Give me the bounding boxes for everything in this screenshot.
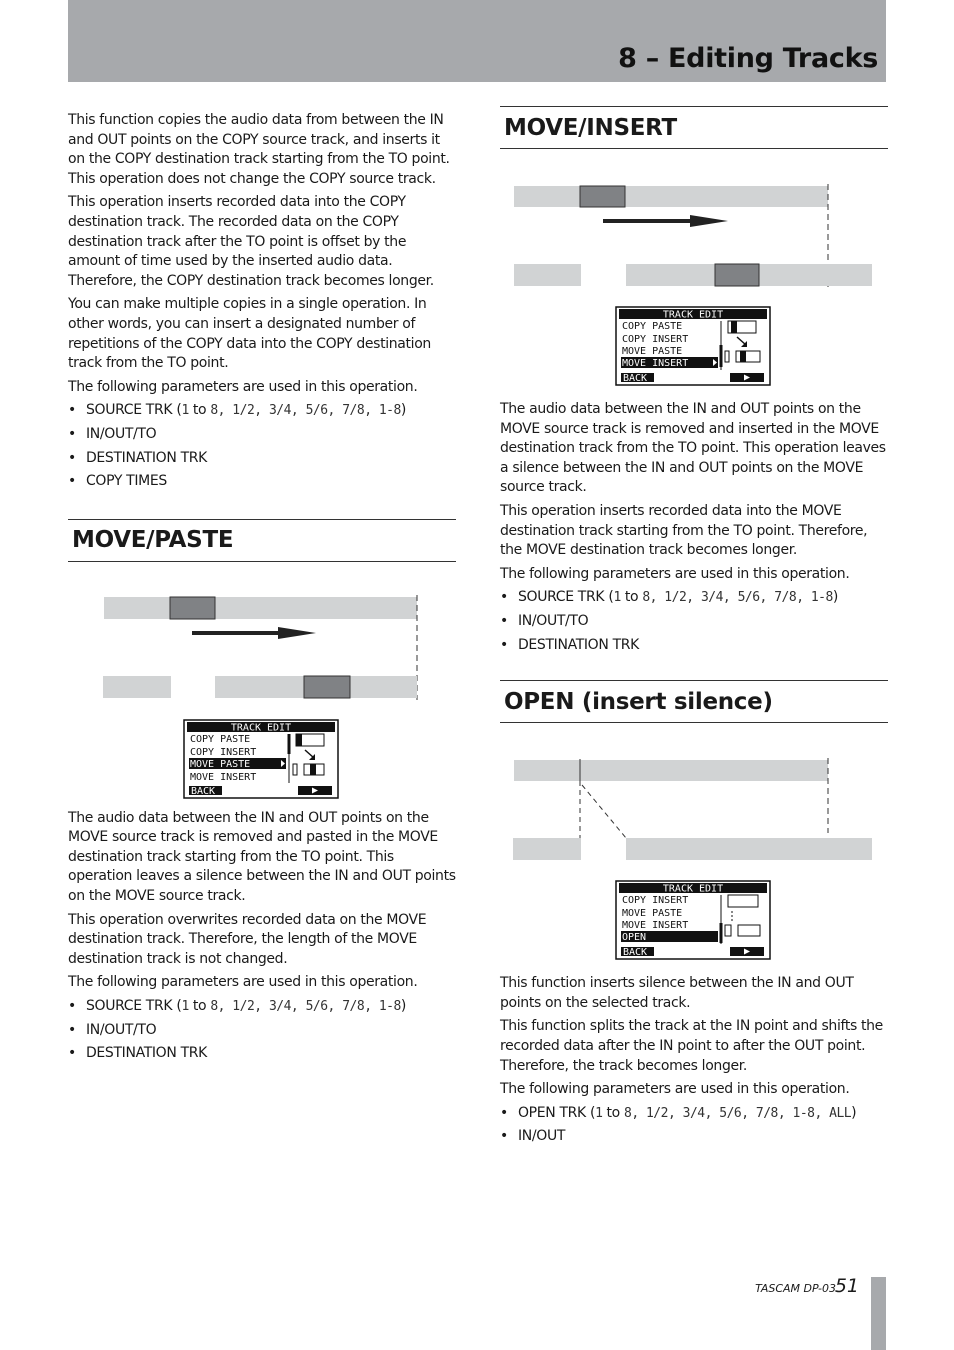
paragraph: This function inserts silence between the IN and OUT points on the selected track. bbox=[500, 975, 854, 1011]
move-insert-section bbox=[500, 106, 888, 655]
lcd-title: TRACK EDIT bbox=[230, 722, 292, 734]
parameter-item: • IN/OUT bbox=[500, 1128, 566, 1145]
parameter-list bbox=[500, 1104, 888, 1147]
lcd-back-button: BACK bbox=[191, 785, 216, 797]
chapter-title: 8 – Editing Tracks bbox=[618, 43, 878, 74]
lcd-screen bbox=[184, 720, 338, 798]
lcd-title: TRACK EDIT bbox=[662, 309, 724, 321]
source-segment bbox=[580, 186, 625, 207]
chapter-header-band bbox=[68, 0, 886, 82]
track-bar-before bbox=[514, 760, 828, 781]
parameter-item: • SOURCE TRK (1 to 8, 1/2, 3/4, 5/6, 7/8, 1-8) bbox=[68, 402, 406, 419]
paragraph: This function copies the audio data from between the IN and OUT points on the COPY source track, and inserts it on the COPY destination track starting from the TO point. This operation does not change the COPY source track. bbox=[68, 112, 450, 187]
parameter-item: • IN/OUT/TO bbox=[68, 1021, 157, 1038]
parameter-item: • DESTINATION TRK bbox=[500, 636, 639, 653]
track-bar-after bbox=[626, 838, 872, 860]
lcd-menu-item: COPY INSERT bbox=[190, 746, 257, 758]
parameter-item: • SOURCE TRK (1 to 8, 1/2, 3/4, 5/6, 7/8, 1-8) bbox=[68, 998, 406, 1015]
paragraph: The following parameters are used in this operation. bbox=[500, 1081, 850, 1098]
move-paste-diagram bbox=[68, 562, 456, 802]
parameter-item: • IN/OUT/TO bbox=[500, 612, 589, 629]
parameter-list bbox=[68, 401, 456, 491]
lcd-menu-item: MOVE PASTE bbox=[622, 346, 683, 357]
copy-insert-section bbox=[68, 111, 456, 492]
lcd-title: TRACK EDIT bbox=[662, 883, 724, 895]
inserted-segment bbox=[715, 264, 759, 286]
lcd-menu-item: MOVE INSERT bbox=[622, 358, 689, 369]
parameter-item: • IN/OUT/TO bbox=[68, 425, 157, 442]
lcd-menu-item: MOVE INSERT bbox=[190, 771, 257, 783]
right-column bbox=[500, 106, 888, 1151]
parameter-list bbox=[68, 997, 456, 1064]
paragraph: This operation inserts recorded data into the MOVE destination track starting from the TO point. Therefore, the MOVE destination track becomes longer. bbox=[500, 502, 868, 559]
lcd-menu-item: COPY INSERT bbox=[622, 334, 689, 345]
paragraph: The following parameters are used in this operation. bbox=[68, 378, 418, 395]
shift-guide bbox=[582, 785, 626, 838]
parameter-list bbox=[500, 588, 888, 655]
move-arrow-head bbox=[278, 627, 316, 639]
parameter-item: • OPEN TRK (1 to 8, 1/2, 3/4, 5/6, 7/8, 1-8, ALL) bbox=[500, 1104, 857, 1121]
parameter-item: • SOURCE TRK (1 to 8, 1/2, 3/4, 5/6, 7/8, 1-8) bbox=[500, 589, 838, 606]
section-heading-text: MOVE/INSERT bbox=[504, 114, 677, 141]
lcd-screen bbox=[616, 881, 770, 959]
paragraph: The audio data between the IN and OUT points on the MOVE source track is removed and inserted in the MOVE destination track from the TO point. This operation leaves a silence between the IN and OUT points on the MOVE source track. bbox=[500, 401, 886, 496]
paragraph: The following parameters are used in this operation. bbox=[68, 974, 418, 991]
lcd-menu-item: MOVE INSERT bbox=[622, 920, 689, 932]
source-segment bbox=[170, 597, 215, 619]
lcd-screen bbox=[616, 307, 770, 385]
lcd-back-button: BACK bbox=[623, 373, 648, 384]
lcd-menu-item: MOVE PASTE bbox=[190, 758, 251, 770]
section-heading-text: OPEN (insert silence) bbox=[504, 688, 773, 715]
source-track-bar bbox=[104, 597, 417, 619]
destination-track-bar bbox=[514, 264, 581, 286]
section-heading bbox=[68, 519, 456, 562]
lcd-menu-item: COPY PASTE bbox=[190, 733, 251, 745]
parameter-item: • COPY TIMES bbox=[68, 473, 167, 490]
lcd-menu-item: MOVE PASTE bbox=[622, 908, 683, 920]
section-heading bbox=[500, 106, 888, 149]
side-tab bbox=[871, 1277, 886, 1350]
paragraph: You can make multiple copies in a single operation. In other words, you can insert a designated number of repetitions of the COPY data into the COPY destination track from the TO point. bbox=[68, 296, 431, 372]
source-track-bar bbox=[514, 186, 828, 207]
paragraph: The following parameters are used in this operation. bbox=[500, 565, 850, 582]
track-bar-after bbox=[513, 838, 581, 860]
parameter-item: • DESTINATION TRK bbox=[68, 449, 207, 466]
pasted-segment bbox=[304, 676, 350, 698]
lcd-menu-item: COPY INSERT bbox=[622, 895, 689, 907]
lcd-back-button: BACK bbox=[623, 947, 648, 959]
open-section bbox=[500, 680, 888, 1147]
paragraph: This operation overwrites recorded data on the MOVE destination track. Therefore, the length of the MOVE destination track is not changed. bbox=[68, 911, 427, 967]
section-heading-text: MOVE/PASTE bbox=[72, 527, 234, 554]
move-insert-diagram bbox=[500, 149, 888, 389]
section-heading bbox=[500, 680, 888, 723]
page-number: 51 bbox=[834, 1275, 859, 1297]
paragraph: This operation inserts recorded data into the COPY destination track. The recorded data on the COPY destination track after the TO point is offset by the amount of time used by the inserted audio data. Therefore, the COPY destination track becomes longer. bbox=[68, 194, 434, 289]
move-paste-section bbox=[68, 519, 456, 1064]
open-diagram bbox=[500, 723, 888, 963]
lcd-menu-item: OPEN bbox=[622, 932, 647, 944]
parameter-item: • DESTINATION TRK bbox=[68, 1045, 207, 1062]
paragraph: The audio data between the IN and OUT points on the MOVE source track is removed and pasted in the MOVE destination track starting from the TO point. This operation leaves a silence between the IN and OUT points on the MOVE source track. bbox=[68, 809, 456, 905]
footer-brand: TASCAM DP-03 bbox=[755, 1282, 836, 1295]
left-column bbox=[68, 111, 456, 1068]
lcd-menu-item: COPY PASTE bbox=[622, 321, 683, 332]
destination-track-bar bbox=[103, 676, 171, 698]
move-arrow-head bbox=[690, 215, 728, 227]
paragraph: This function splits the track at the IN point and shifts the recorded data after the IN point to after the OUT point. Therefore, the track becomes longer. bbox=[500, 1018, 883, 1074]
